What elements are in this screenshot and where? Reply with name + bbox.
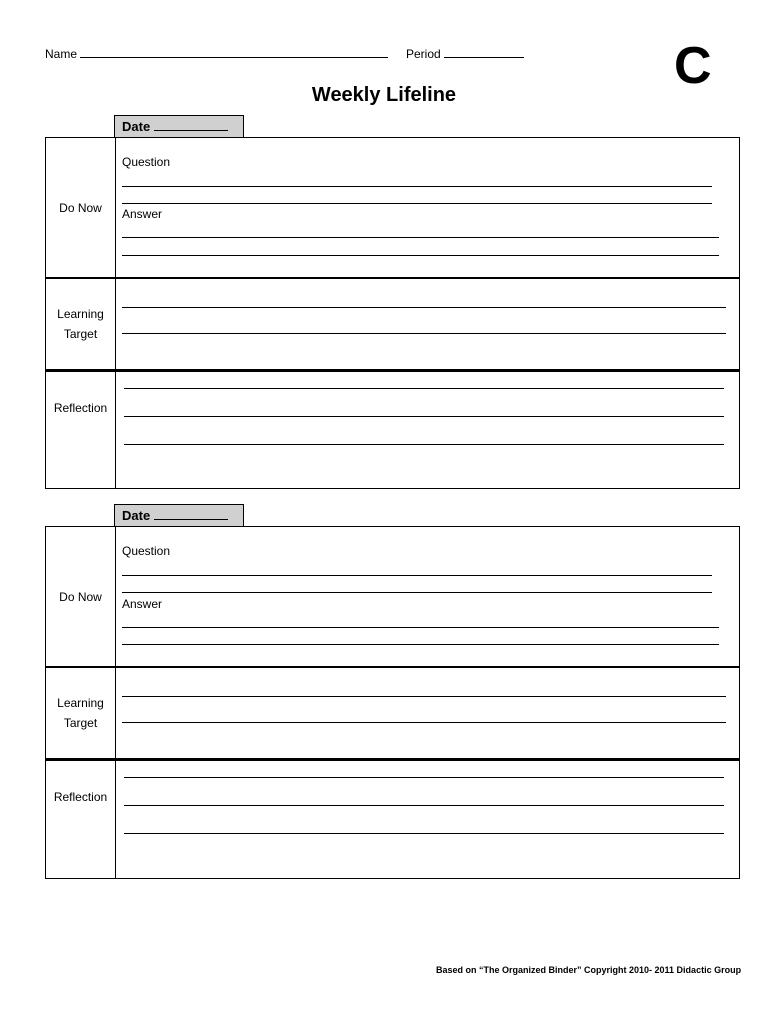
- learning-target-content: [116, 279, 739, 369]
- reflection-row: [45, 372, 740, 489]
- reflection-content: [116, 761, 739, 878]
- learning-target-label-line1: Learning: [57, 696, 104, 710]
- do-now-label: Do Now: [46, 138, 116, 277]
- page-letter: C: [674, 37, 712, 95]
- date-tab-2: [114, 504, 244, 526]
- question-label: Question: [122, 155, 171, 169]
- answer-label: Answer: [122, 207, 163, 221]
- reflection-line[interactable]: [124, 805, 724, 806]
- period-label: Period: [406, 47, 441, 61]
- do-now-label: Do Now: [46, 527, 116, 666]
- answer-line[interactable]: [122, 255, 719, 256]
- reflection-line[interactable]: [124, 833, 724, 834]
- entry-block-1: [45, 137, 740, 489]
- learning-target-line[interactable]: [122, 722, 726, 723]
- reflection-line[interactable]: [124, 388, 724, 389]
- reflection-label: Reflection: [46, 761, 116, 878]
- reflection-line[interactable]: [124, 777, 724, 778]
- learning-target-label-line2: Target: [63, 716, 98, 730]
- reflection-line[interactable]: [124, 416, 724, 417]
- reflection-label: Reflection: [46, 372, 116, 488]
- page-title: Weekly Lifeline: [311, 84, 457, 106]
- learning-target-line[interactable]: [122, 696, 726, 697]
- date-label: Date: [122, 119, 151, 134]
- learning-target-row: [45, 279, 740, 372]
- period-blank[interactable]: [444, 57, 524, 58]
- learning-target-label-line1: Learning: [57, 307, 104, 321]
- name-blank[interactable]: [80, 57, 388, 58]
- answer-line[interactable]: [122, 627, 719, 628]
- answer-line[interactable]: [122, 644, 719, 645]
- question-line[interactable]: [122, 592, 712, 593]
- reflection-row: [45, 761, 740, 879]
- learning-target-line[interactable]: [122, 333, 726, 334]
- date-label: Date: [122, 508, 151, 523]
- learning-target-label-line2: Target: [63, 327, 98, 341]
- question-line[interactable]: [122, 186, 712, 187]
- learning-target-content: [116, 668, 739, 758]
- entry-block-2: [45, 526, 740, 879]
- date-blank[interactable]: [154, 130, 228, 131]
- learning-target-label: [46, 668, 116, 758]
- do-now-content: [116, 527, 739, 666]
- do-now-row: [45, 137, 740, 279]
- name-label: Name: [45, 47, 78, 61]
- question-line[interactable]: [122, 203, 712, 204]
- reflection-content: [116, 372, 739, 488]
- learning-target-row: [45, 668, 740, 761]
- footer-credit: Based on “The Organized Binder” Copyright 2010- 2011 Didactic Group: [436, 965, 742, 975]
- period-field[interactable]: [406, 47, 524, 61]
- answer-label: Answer: [122, 597, 163, 611]
- do-now-content: [116, 138, 739, 277]
- name-field[interactable]: [45, 47, 388, 61]
- do-now-row: [45, 526, 740, 668]
- question-label: Question: [122, 544, 171, 558]
- date-tab-1: [114, 115, 244, 137]
- learning-target-label: [46, 279, 116, 369]
- learning-target-line[interactable]: [122, 307, 726, 308]
- answer-line[interactable]: [122, 237, 719, 238]
- date-blank[interactable]: [154, 519, 228, 520]
- question-line[interactable]: [122, 575, 712, 576]
- reflection-line[interactable]: [124, 444, 724, 445]
